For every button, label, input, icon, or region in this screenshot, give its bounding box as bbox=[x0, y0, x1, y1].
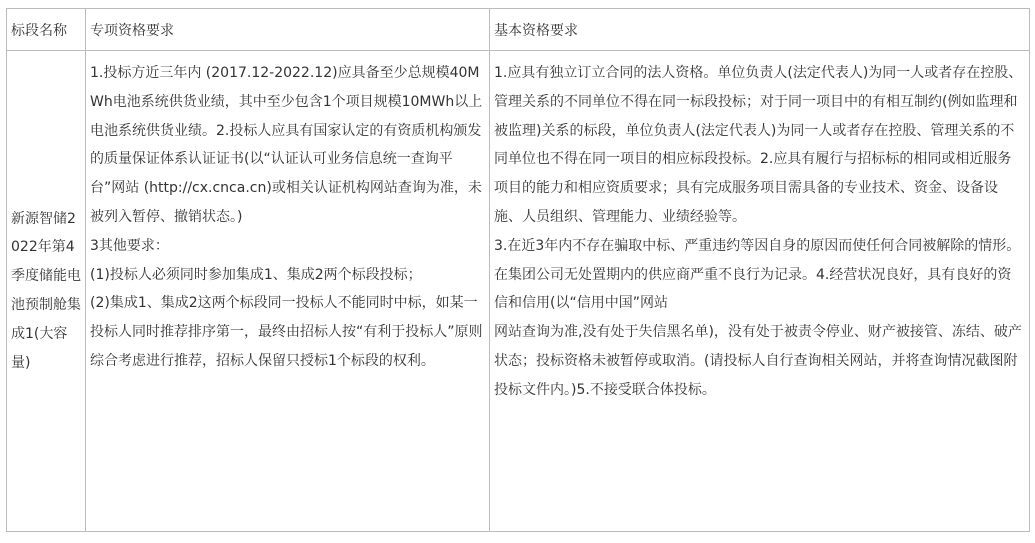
basic-requirement-paragraph: 3.在近3年内不存在骗取中标、严重违约等因自身的原因而使任何合同被解除的情形。在集团公司无处置期内的供应商严重不良行为记录。4.经营状况良好，具有良好的资信和信用(以“信用中国”网站 bbox=[494, 237, 1021, 312]
header-lot-name: 标段名称 bbox=[7, 9, 86, 51]
basic-requirement-paragraph: 网站查询为准,没有处于失信黑名单)，没有处于被责令停业、财产被接管、冻结、破产状态；投标资格未被暂停或取消。(请投标人自行查询相关网站，并将查询情况截图附投标文件内。)5.不接受联合体投标。 bbox=[494, 324, 1022, 398]
table-row bbox=[7, 51, 1030, 532]
lot-name-cell: 新源智储2022年第4季度储能电池预制舱集成1(大容量) bbox=[7, 51, 86, 532]
special-requirements-cell bbox=[86, 51, 490, 532]
special-requirement-paragraph: (2)集成1、集成2这两个标段同一投标人不能同时中标，如某一投标人同时推荐排序第一，最终由招标人按“有利于投标人”原则综合考虑进行推荐，招标人保留只授标1个标段的权利。 bbox=[90, 295, 483, 369]
header-basic-requirements: 基本资格要求 bbox=[490, 9, 1030, 51]
table-header-row bbox=[7, 9, 1030, 51]
special-requirement-paragraph: 3其他要求： bbox=[90, 237, 169, 254]
basic-requirement-paragraph: 1.应具有独立订立合同的法人资格。单位负责人(法定代表人)为同一人或者存在控股、管理关系的不同单位不得在同一标段投标；对于同一项目中的有相互制约(例如监理和被监理)关系的标段，单位负责人(法定代表人)为同一人或者存在控股、管理关系的不同单位也不得在同一项目的相应标段投标。2.应具有履行与招标标的相同或相近服务项目的能力和相应资质要求；具有完成服务项目需具备的专业技术、资金、设备设施、人员组织、管理能力、业绩经验等。 bbox=[494, 65, 1023, 225]
basic-requirements-cell bbox=[490, 51, 1030, 532]
special-requirement-paragraph: (1)投标人必须同时参加集成1、集成2两个标段投标； bbox=[90, 266, 422, 283]
special-requirement-paragraph: 1.投标方近三年内 (2017.12-2022.12)应具备至少总规模40MWh电池系统供货业绩，其中至少包含1个项目规模10MWh以上电池系统供货业绩。2.投标人应具有国家认定的有资质机构颁发的质量保证体系认证证书(以“认证认可业务信息统一查询平台”网站 (http://cx.cnca.cn)或相关认证机构网站查询为准，未被列入暂停、撤销状态。) bbox=[90, 65, 483, 225]
header-special-requirements: 专项资格要求 bbox=[86, 9, 490, 51]
requirements-table bbox=[6, 8, 1030, 532]
